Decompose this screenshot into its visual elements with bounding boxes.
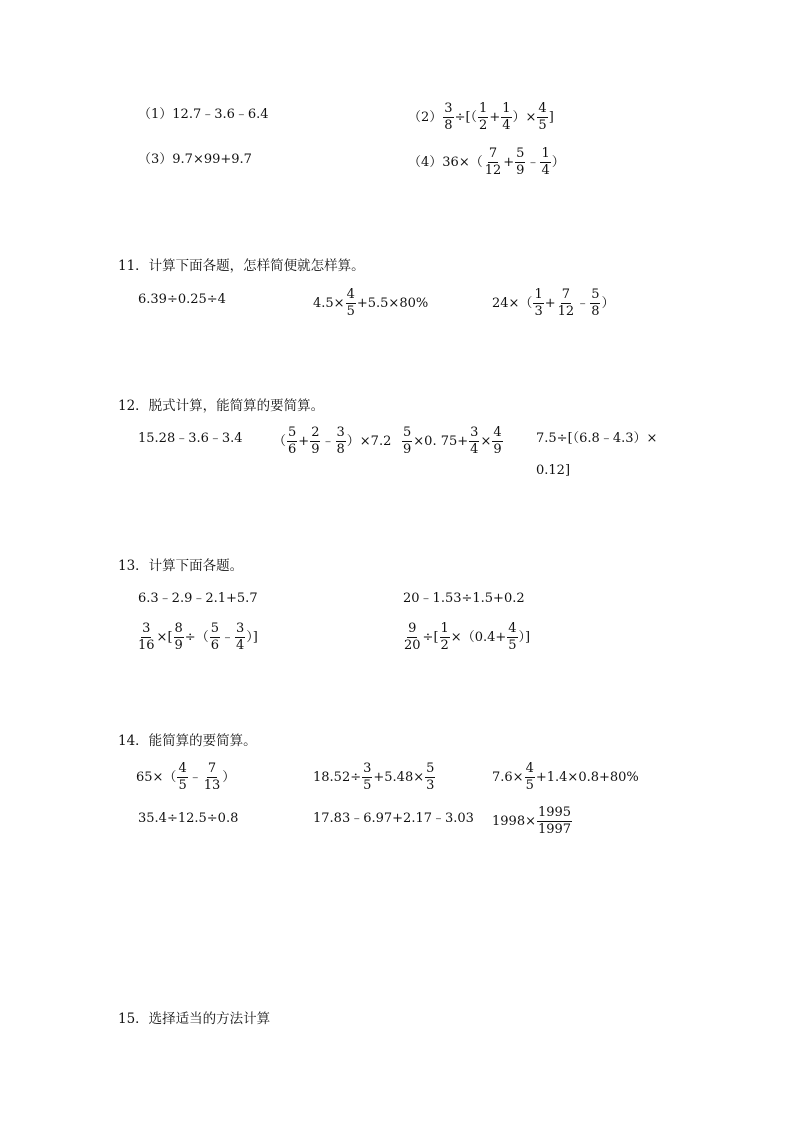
operator: ）] [518,630,531,645]
operator: ﹣ [220,630,234,645]
fraction: $\frac{1}{4}$ [502,101,511,133]
fraction: $\frac{2}{9}$ [311,425,320,457]
fraction: $\frac{3}{8}$ [336,425,345,457]
operator: +5.48× [373,770,425,785]
fraction: $\frac{1}{3}$ [534,287,543,319]
operator: ） [551,155,565,170]
operator: + [489,110,501,125]
problem-13-title: 13．计算下面各题。 [118,558,244,574]
operator: 4.5× [313,296,345,311]
operator: + [503,155,515,170]
operator: ÷[（ [454,110,478,125]
fraction: $\frac{4}{5}$ [178,761,187,793]
fraction: $\frac{5}{8}$ [591,287,600,319]
fraction: $\frac{5}{9}$ [403,425,412,457]
operator: 7.6× [492,770,524,785]
fraction: $\frac{9}{20}$ [404,621,421,653]
fraction: $\frac{3}{4}$ [470,425,479,457]
expression-12-3 [401,425,504,458]
operator: ） [601,296,615,311]
problem-15-title: 15．选择适当的方法计算 [118,1011,271,1027]
fraction: $\frac{4}{5}$ [525,761,534,793]
operator: ×0. 75+ [413,434,469,449]
fraction: $\frac{4}{9}$ [493,425,502,457]
fraction: $\frac{1}{4}$ [541,146,550,178]
operator: +5.5×80% [356,296,429,311]
fraction: $\frac{3}{16}$ [138,621,155,653]
expression-11-2 [313,287,428,320]
operator: ﹣ [526,155,540,170]
fraction: $\frac{1995}{1997}$ [537,805,572,837]
expression-14-2 [313,761,436,794]
operator: + [544,296,556,311]
problem-14-title: 14．能简算的要简算。 [118,733,257,749]
expression-11-3 [492,287,614,320]
operator: 65×（ [136,770,177,785]
fraction: $\frac{5}{3}$ [426,761,435,793]
fraction: $\frac{4}{5}$ [346,287,355,319]
operator: ） [222,770,236,785]
fraction: $\frac{1}{2}$ [440,621,449,653]
fraction: $\frac{5}{9}$ [516,146,525,178]
operator: ÷[ [422,630,439,645]
expr-label: （2） [408,110,443,125]
problem-12-title: 12．脱式计算，能简算的要简算。 [118,398,325,414]
fraction: $\frac{3}{5}$ [363,761,372,793]
operator: 1998× [492,814,536,829]
expression-14-4: 35.4÷12.5÷0.8 [138,811,239,826]
expression-13-4 [402,621,530,654]
operator: +1.4×0.8+80% [535,770,639,785]
expression-12-2 [273,425,391,458]
expression-13-1: 6.3﹣2.9﹣2.1+5.7 [138,591,258,606]
fraction: $\frac{4}{5}$ [538,101,547,133]
problem-11-title: 11．计算下面各题，怎样简便就怎样算。 [118,258,365,274]
fraction: $\frac{5}{6}$ [288,425,297,457]
expression-14-6 [492,805,573,838]
expression-14-1 [136,761,235,794]
fraction: $\frac{7}{12}$ [557,287,575,319]
operator: × [480,434,492,449]
operator: 24×（ [492,296,533,311]
expression-10-4 [408,146,565,179]
fraction: $\frac{5}{6}$ [210,621,219,653]
expression-12-4-line2: 0.12] [536,463,571,478]
operator: + [298,434,310,449]
operator: ÷（ [184,630,209,645]
fraction: $\frac{4}{5}$ [508,621,517,653]
expression-11-1: 6.39÷0.25÷4 [138,292,226,307]
expression-10-2 [408,101,554,134]
operator: ﹣ [188,770,202,785]
operator: ×[ [156,630,173,645]
fraction: $\frac{8}{9}$ [174,621,183,653]
expression-14-5: 17.83﹣6.97+2.17﹣3.03 [313,811,474,826]
expression-13-3 [136,621,258,654]
expression-13-2: 20﹣1.53÷1.5+0.2 [403,591,525,606]
fraction: $\frac{7}{13}$ [203,761,221,793]
expression-10-1: （1）12.7﹣3.6﹣6.4 [138,107,269,122]
expression-12-1: 15.28﹣3.6﹣3.4 [138,431,243,446]
operator: ﹣ [576,296,590,311]
operator: ×（0.4+ [450,630,507,645]
operator: ] [548,110,554,125]
expression-14-3 [492,761,639,794]
operator: ）× [512,110,537,125]
operator: ﹣ [321,434,335,449]
expression-10-3: （3）9.7×99+9.7 [138,152,252,167]
operator: ）×7.2 [346,434,392,449]
fraction: $\frac{3}{8}$ [444,101,453,133]
fraction: $\frac{1}{2}$ [479,101,488,133]
expression-12-4-line1: 7.5÷[（6.8﹣4.3）× [536,431,658,446]
operator: （ [273,434,287,449]
operator: 18.52÷ [313,770,362,785]
operator: ）] [246,630,258,645]
fraction: $\frac{7}{12}$ [484,146,502,178]
expr-label: （4）36×（ [408,155,483,170]
fraction: $\frac{3}{4}$ [236,621,245,653]
